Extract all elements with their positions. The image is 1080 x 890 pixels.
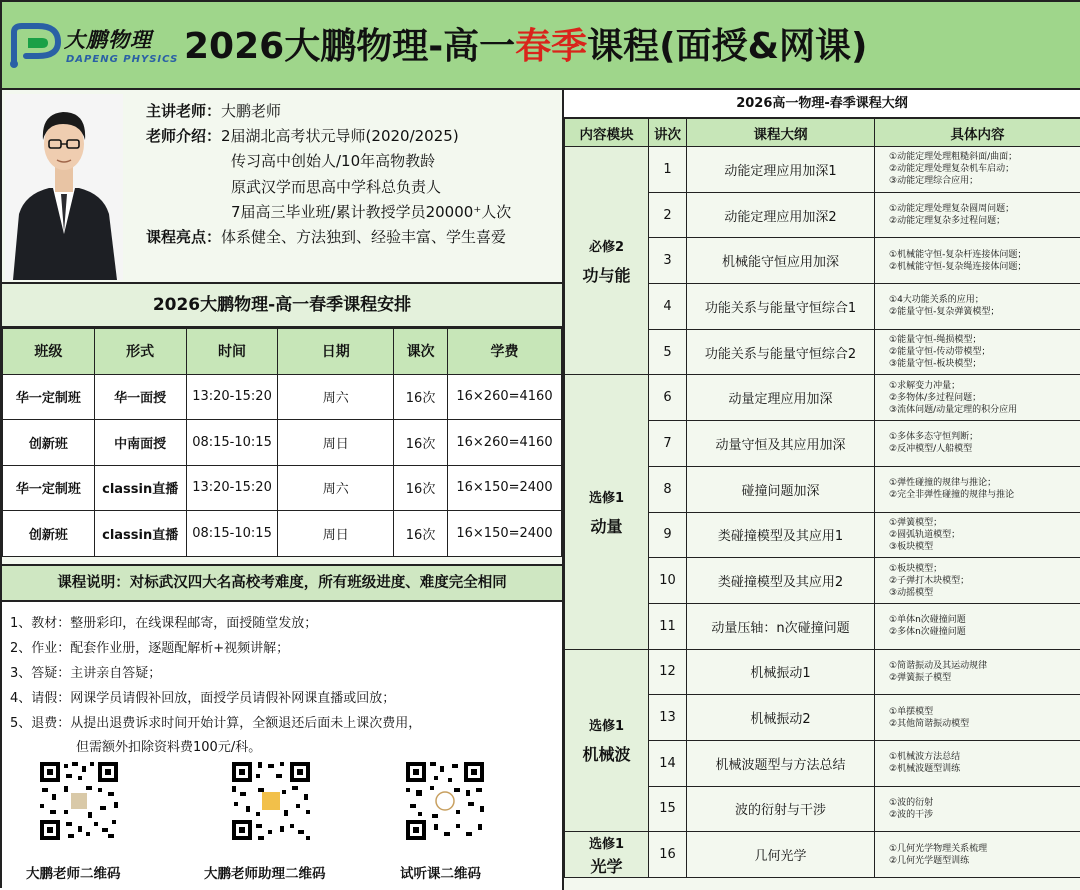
lesson-details: [875, 192, 1080, 238]
fee-cell: 16×260=4160: [448, 374, 562, 420]
lesson-number: 15: [649, 786, 687, 832]
intro-label: 老师介绍：: [146, 127, 221, 145]
lesson-details: [875, 649, 1080, 695]
class-cell: 创新班: [3, 420, 95, 466]
fee-cell: 16×150=2400: [448, 511, 562, 557]
outline-header: 具体内容: [875, 119, 1080, 147]
fee-cell: 16×150=2400: [448, 465, 562, 511]
outline-header-row: [565, 119, 1080, 147]
lesson-topic: 波的衍射与干涉: [687, 786, 875, 832]
detail-line: ③流体问题/动量定理的积分应用: [889, 404, 1080, 416]
lesson-number: 13: [649, 695, 687, 741]
time-cell: 13:20-15:20: [186, 465, 278, 511]
table-row: [3, 465, 562, 511]
highlight-label: 课程亮点：: [146, 228, 221, 246]
detail-line: ①机械波方法总结: [889, 751, 1080, 763]
outline-column: [564, 90, 1080, 890]
detail-line: ③板块模型: [889, 541, 1080, 553]
detail-line: ①弹性碰撞的规律与推论；: [889, 477, 1080, 489]
schedule-header: 日期: [278, 329, 394, 375]
detail-line: ②动能定理处理复杂机车启动；: [889, 163, 1080, 175]
outline-title: 2026高一物理-春季课程大纲: [564, 90, 1080, 118]
module-cell: [565, 147, 649, 375]
detail-line: ①4大功能关系的应用；: [889, 294, 1080, 306]
lesson-number: 6: [649, 375, 687, 421]
schedule-header: 学费: [448, 329, 562, 375]
module-tag: 选修1: [565, 715, 648, 734]
intro-line-2: 传习高中创始人/10年高物教龄: [231, 150, 435, 171]
title-suffix: 课程(面授&网课): [587, 26, 867, 67]
detail-line: ②弹簧振子模型: [889, 672, 1080, 684]
detail-line: ①机械能守恒-复杂杆连接体问题；: [889, 249, 1080, 261]
detail-line: ②能量守恒-传动带模型；: [889, 346, 1080, 358]
highlight-line: [146, 226, 506, 247]
format-cell: classin直播: [94, 465, 186, 511]
outline-header: 课程大纲: [687, 119, 875, 147]
format-cell: classin直播: [94, 511, 186, 557]
lesson-topic: 动量守恒及其应用加深: [687, 421, 875, 467]
outline-header: 讲次: [649, 119, 687, 147]
lesson-details: [875, 603, 1080, 649]
note-item: 5、退费：从提出退费诉求时间开始计算，全额退还后面未上课次费用，: [10, 712, 421, 731]
schedule-table: [2, 328, 562, 557]
qr-code-icon: [38, 760, 120, 842]
lesson-number: 7: [649, 421, 687, 467]
module-name: 功与能: [565, 263, 648, 286]
sessions-cell: 16次: [394, 465, 448, 511]
lesson-number: 4: [649, 284, 687, 330]
logo-english: DAPENG PHYSICS: [66, 54, 178, 65]
sessions-cell: 16次: [394, 374, 448, 420]
detail-line: ②其他简谐振动模型: [889, 718, 1080, 730]
note-item: 4、请假：网课学员请假补回放，面授学员请假补网课直播或回放；: [10, 687, 395, 706]
detail-line: ①板块模型；: [889, 563, 1080, 575]
detail-line: ①简谐振动及其运动规律: [889, 660, 1080, 672]
lesson-number: 12: [649, 649, 687, 695]
schedule-header: 形式: [94, 329, 186, 375]
lesson-topic: 机械波题型与方法总结: [687, 740, 875, 786]
detail-line: ②多体n次碰撞问题: [889, 626, 1080, 638]
lesson-topic: 动量压轴：n次碰撞问题: [687, 603, 875, 649]
lecturer-label: 主讲老师：: [146, 102, 221, 120]
module-name: 光学: [565, 854, 648, 877]
detail-line: ①单体n次碰撞问题: [889, 614, 1080, 626]
detail-line: ③动能定理综合应用；: [889, 175, 1080, 187]
sessions-cell: 16次: [394, 420, 448, 466]
highlight-value: 体系健全、方法独到、经验丰富、学生喜爱: [221, 228, 506, 246]
lesson-number: 1: [649, 147, 687, 193]
lesson-details: [875, 695, 1080, 741]
schedule-header-row: [3, 329, 562, 375]
qr-code-icon: [404, 760, 486, 842]
day-cell: 周日: [278, 511, 394, 557]
schedule-title: 2026大鹏物理-高一春季课程安排: [2, 284, 562, 328]
lesson-details: [875, 238, 1080, 284]
title-prefix: 2026大鹏物理-高一: [184, 26, 515, 67]
logo-chinese: 大鹏物理: [64, 24, 152, 54]
teacher-panel: [2, 90, 562, 284]
lesson-topic: 机械能守恒应用加深: [687, 238, 875, 284]
left-column: [2, 90, 564, 890]
outline-header: 内容模块: [565, 119, 649, 147]
module-tag: 选修1: [565, 487, 648, 506]
module-tag: 必修2: [565, 236, 648, 255]
module-tag: 选修1: [565, 833, 648, 852]
intro-line-1: 2届湖北高考状元导师(2020/2025): [221, 127, 459, 145]
note-item: 但需额外扣除资料费100元/科。: [76, 736, 261, 755]
lesson-topic: 几何光学: [687, 832, 875, 878]
table-row: [565, 649, 1080, 695]
detail-line: ①动能定理处理复杂圆周问题；: [889, 203, 1080, 215]
time-cell: 08:15-10:15: [186, 511, 278, 557]
detail-line: ②几何光学题型训练: [889, 855, 1080, 867]
lesson-details: [875, 832, 1080, 878]
lesson-number: 5: [649, 329, 687, 375]
note-item: 2、作业：配套作业册，逐题配解析+视频讲解；: [10, 637, 289, 656]
dapeng-logo: [8, 22, 178, 72]
schedule-header: 课次: [394, 329, 448, 375]
table-row: [565, 147, 1080, 193]
day-cell: 周日: [278, 420, 394, 466]
lecturer-line: [146, 100, 281, 121]
trial-class-qr-code[interactable]: [404, 760, 486, 842]
detail-line: ②机械波题型训练: [889, 763, 1080, 775]
detail-line: ①能量守恒-绳损模型；: [889, 334, 1080, 346]
intro-line-3: 原武汉学而思高中学科总负责人: [231, 176, 441, 197]
lesson-number: 16: [649, 832, 687, 878]
detail-line: ②圆弧轨道模型；: [889, 529, 1080, 541]
trial-qr-label: 试听课二维码: [400, 862, 481, 882]
detail-line: ②动能定理复杂多过程问题；: [889, 215, 1080, 227]
lesson-topic: 碰撞问题加深: [687, 466, 875, 512]
lesson-number: 11: [649, 603, 687, 649]
module-cell: [565, 649, 649, 832]
detail-line: ②反冲模型/人船模型: [889, 443, 1080, 455]
lesson-topic: 动能定理应用加深1: [687, 147, 875, 193]
module-cell: [565, 832, 649, 878]
detail-line: ①几何光学物理关系梳理: [889, 843, 1080, 855]
table-row: [565, 832, 1080, 878]
class-cell: 华一定制班: [3, 465, 95, 511]
detail-line: ②机械能守恒-复杂绳连接体问题；: [889, 261, 1080, 273]
assistant-qr-code[interactable]: [230, 760, 312, 842]
sessions-cell: 16次: [394, 511, 448, 557]
lesson-details: [875, 329, 1080, 375]
lesson-number: 10: [649, 558, 687, 604]
teacher-qr-label: 大鹏老师二维码: [26, 862, 121, 882]
lesson-details: [875, 786, 1080, 832]
teacher-photo: [5, 94, 123, 280]
detail-line: ②多物体/多过程问题；: [889, 392, 1080, 404]
detail-line: ①单摆模型: [889, 706, 1080, 718]
detail-line: ①动能定理处理粗糙斜面/曲面；: [889, 151, 1080, 163]
time-cell: 08:15-10:15: [186, 420, 278, 466]
detail-line: ③动摇模型: [889, 587, 1080, 599]
detail-line: ①求解变力冲量；: [889, 380, 1080, 392]
lesson-number: 8: [649, 466, 687, 512]
note-item: 3、答疑：主讲亲自答疑；: [10, 662, 161, 681]
lesson-details: [875, 284, 1080, 330]
module-name: 动量: [565, 514, 648, 537]
detail-line: ①弹簧模型；: [889, 517, 1080, 529]
class-cell: 创新班: [3, 511, 95, 557]
lesson-number: 9: [649, 512, 687, 558]
lesson-topic: 类碰撞模型及其应用2: [687, 558, 875, 604]
lesson-topic: 机械振动1: [687, 649, 875, 695]
page-title: [184, 18, 867, 69]
table-row: [3, 420, 562, 466]
time-cell: 13:20-15:20: [186, 374, 278, 420]
lesson-details: [875, 147, 1080, 193]
lesson-details: [875, 512, 1080, 558]
lesson-topic: 动能定理应用加深2: [687, 192, 875, 238]
class-cell: 华一定制班: [3, 374, 95, 420]
note-item: 1、教材：整册彩印，在线课程邮寄，面授随堂发放；: [10, 612, 317, 631]
module-name: 机械波: [565, 742, 648, 765]
day-cell: 周六: [278, 465, 394, 511]
lesson-details: [875, 375, 1080, 421]
lecturer-value: 大鹏老师: [221, 102, 281, 120]
lesson-details: [875, 558, 1080, 604]
lesson-topic: 机械振动2: [687, 695, 875, 741]
title-highlight: 春季: [515, 26, 587, 67]
module-cell: [565, 375, 649, 649]
lesson-details: [875, 466, 1080, 512]
table-row: [3, 374, 562, 420]
lesson-topic: 功能关系与能量守恒综合2: [687, 329, 875, 375]
intro-line: [146, 125, 459, 146]
outline-table: [564, 118, 1080, 878]
lesson-number: 3: [649, 238, 687, 284]
lesson-topic: 动量定理应用加深: [687, 375, 875, 421]
qr-code-icon: [230, 760, 312, 842]
lesson-details: [875, 421, 1080, 467]
teacher-portrait-icon: [5, 94, 123, 280]
format-cell: 中南面授: [94, 420, 186, 466]
detail-line: ③能量守恒-板块模型；: [889, 358, 1080, 370]
notes-panel: [2, 602, 562, 890]
lesson-details: [875, 740, 1080, 786]
detail-line: ①波的衍射: [889, 797, 1080, 809]
lesson-number: 14: [649, 740, 687, 786]
dapeng-logo-icon: [8, 22, 68, 72]
notes-title: 课程说明：对标武汉四大名高校考难度，所有班级进度、难度完全相同: [2, 564, 562, 602]
day-cell: 周六: [278, 374, 394, 420]
table-row: [3, 511, 562, 557]
header-banner: [2, 2, 1080, 90]
schedule-header: 时间: [186, 329, 278, 375]
format-cell: 华一面授: [94, 374, 186, 420]
intro-line-4: 7届高三毕业班/累计教授学员20000⁺人次: [231, 201, 511, 222]
detail-line: ①多体多态守恒判断；: [889, 431, 1080, 443]
detail-line: ②子弹打木块模型；: [889, 575, 1080, 587]
table-row: [565, 375, 1080, 421]
assistant-qr-label: 大鹏老师助理二维码: [204, 862, 326, 882]
teacher-qr-code[interactable]: [38, 760, 120, 842]
lesson-topic: 类碰撞模型及其应用1: [687, 512, 875, 558]
schedule-header: 班级: [3, 329, 95, 375]
lesson-topic: 功能关系与能量守恒综合1: [687, 284, 875, 330]
fee-cell: 16×260=4160: [448, 420, 562, 466]
detail-line: ②完全非弹性碰撞的规律与推论: [889, 489, 1080, 501]
detail-line: ②波的干涉: [889, 809, 1080, 821]
detail-line: ②能量守恒-复杂弹簧模型；: [889, 306, 1080, 318]
lesson-number: 2: [649, 192, 687, 238]
